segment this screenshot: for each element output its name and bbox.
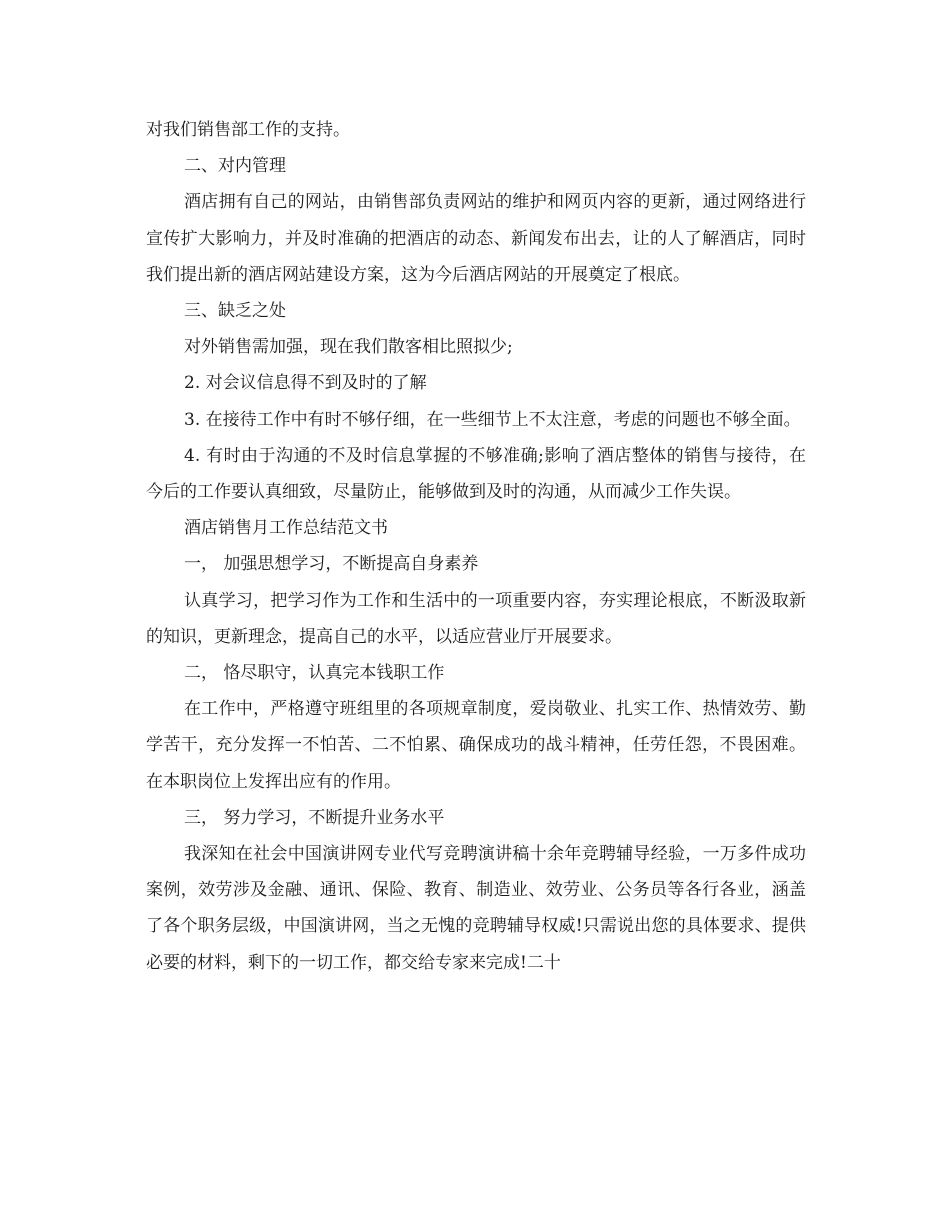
paragraph-study: 认真学习，把学习作为工作和生活中的一项重要内容，夯实理论根底，不断汲取新的知识，更新理念，提高自己的水平，以适应营业厅开展要求。 — [146, 590, 806, 647]
section-heading-3: 三， 努力学习，不断提升业务水平 — [184, 807, 445, 828]
section-heading-internal-management: 二、对内管理 — [184, 156, 286, 177]
document-body — [146, 112, 806, 981]
section-heading-1: 一， 加强思想学习，不断提高自身素养 — [184, 554, 479, 575]
list-item-2: 2. 对会议信息得不到及时的了解 — [184, 373, 427, 394]
list-item-4: 4. 有时由于沟通的不及时信息掌握的不够准确;影响了酒店整体的销售与接待，在今后的工作要认真细致，尽量防止，能够做到及时的沟通，从而减少工作失误。 — [146, 445, 806, 503]
paragraph-continuation: 对我们销售部工作的支持。 — [146, 120, 350, 140]
list-item-3: 3. 在接待工作中有时不够仔细，在一些细节上不太注意，考虑的问题也不够全面。 — [184, 409, 801, 430]
section-heading-2: 二， 恪尽职守，认真完本钱职工作 — [184, 663, 445, 684]
paragraph-website: 酒店拥有自己的网站，由销售部负责网站的维护和网页内容的更新，通过网络进行宣传扩大影响力，并及时准确的把酒店的动态、新闻发布出去，让的人了解酒店，同时我们提出新的酒店网站建设方案，这为今后酒店网站的开展奠定了根底。 — [146, 192, 806, 285]
list-item-1: 对外销售需加强，现在我们散客相比照拟少; — [184, 337, 513, 358]
paragraph-duty: 在工作中，严格遵守班组里的各项规章制度，爱岗敬业、扎实工作、热情效劳、勤学苦干，充分发挥一不怕苦、二不怕累、确保成功的战斗精神，任劳任怨，不畏困难。在本职岗位上发挥出应有的作用。 — [146, 699, 806, 792]
section-heading-shortcomings: 三、缺乏之处 — [184, 301, 286, 322]
document-subtitle: 酒店销售月工作总结范文书 — [184, 518, 388, 539]
paragraph-business: 我深知在社会中国演讲网专业代写竞聘演讲稿十余年竞聘辅导经验，一万多件成功案例，效劳涉及金融、通讯、保险、教育、制造业、效劳业、公务员等各行各业，涵盖了各个职务层级，中国演讲网，当之无愧的竞聘辅导权威!只需说出您的具体要求、提供必要的材料，剩下的一切工作，都交给专家来完成!二十 — [146, 844, 806, 973]
